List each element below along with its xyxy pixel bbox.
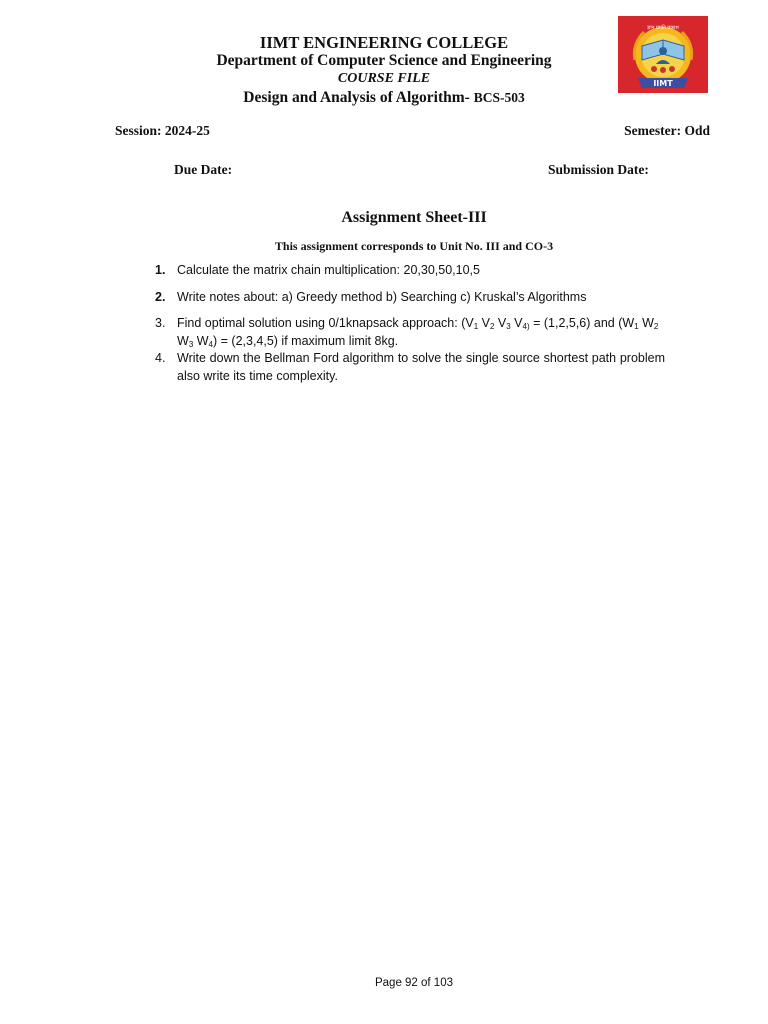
submission-date-label: Submission Date:: [548, 162, 649, 177]
question-item: [155, 350, 665, 385]
question-text: Calculate the matrix chain multiplication: 20,30,50,10,5: [177, 263, 480, 277]
department-name: Department of Computer Science and Engineering: [216, 52, 552, 69]
question-number: 3.: [155, 316, 166, 330]
question-item: [155, 289, 665, 307]
question-number: 1.: [155, 263, 166, 277]
unit-description: This assignment corresponds to Unit No. III and CO-3: [274, 239, 554, 253]
subject-code: BCS-503: [473, 90, 525, 105]
logo-text: IIMT: [653, 79, 673, 88]
question-list: [155, 262, 665, 385]
question-number: 2.: [155, 289, 166, 304]
question-text: Write down the Bellman Ford algorithm to solve the single source shortest path problem also write its time complexity.: [177, 351, 665, 383]
question-item: [155, 262, 665, 280]
due-date-label: Due Date:: [174, 162, 233, 177]
question-item: [155, 315, 665, 350]
page-number: Page 92 of 103: [374, 977, 453, 989]
question-text: Write notes about: a) Greedy method b) Searching c) Kruskal’s Algorithms: [177, 289, 587, 304]
question-text: Find optimal solution using 0/1knapsack approach: ($V_1$ $V_2$ $V_3$ $V_{4)} = (1,2,5,6)$ and ($W_1$ $W_2$ $W_3$ $W_4) = (2,3,4,5)$ if maximum limit 8kg.: [177, 316, 659, 349]
semester-label: Semester: Odd: [624, 123, 710, 138]
course-file-label: COURSE FILE: [337, 71, 431, 86]
college-logo: [618, 16, 708, 93]
session-label: Session: 2024-25: [115, 123, 210, 138]
assignment-title: Assignment Sheet-III: [341, 209, 487, 226]
question-number: 4.: [155, 351, 166, 365]
subject-name: Design and Analysis of Algorithm-: [243, 89, 474, 106]
logo-motto: ज्ञान प्रगति प्रकाश: [647, 25, 679, 31]
iimt-logo-icon: [618, 16, 708, 93]
college-name: IIMT ENGINEERING COLLEGE: [259, 33, 509, 52]
